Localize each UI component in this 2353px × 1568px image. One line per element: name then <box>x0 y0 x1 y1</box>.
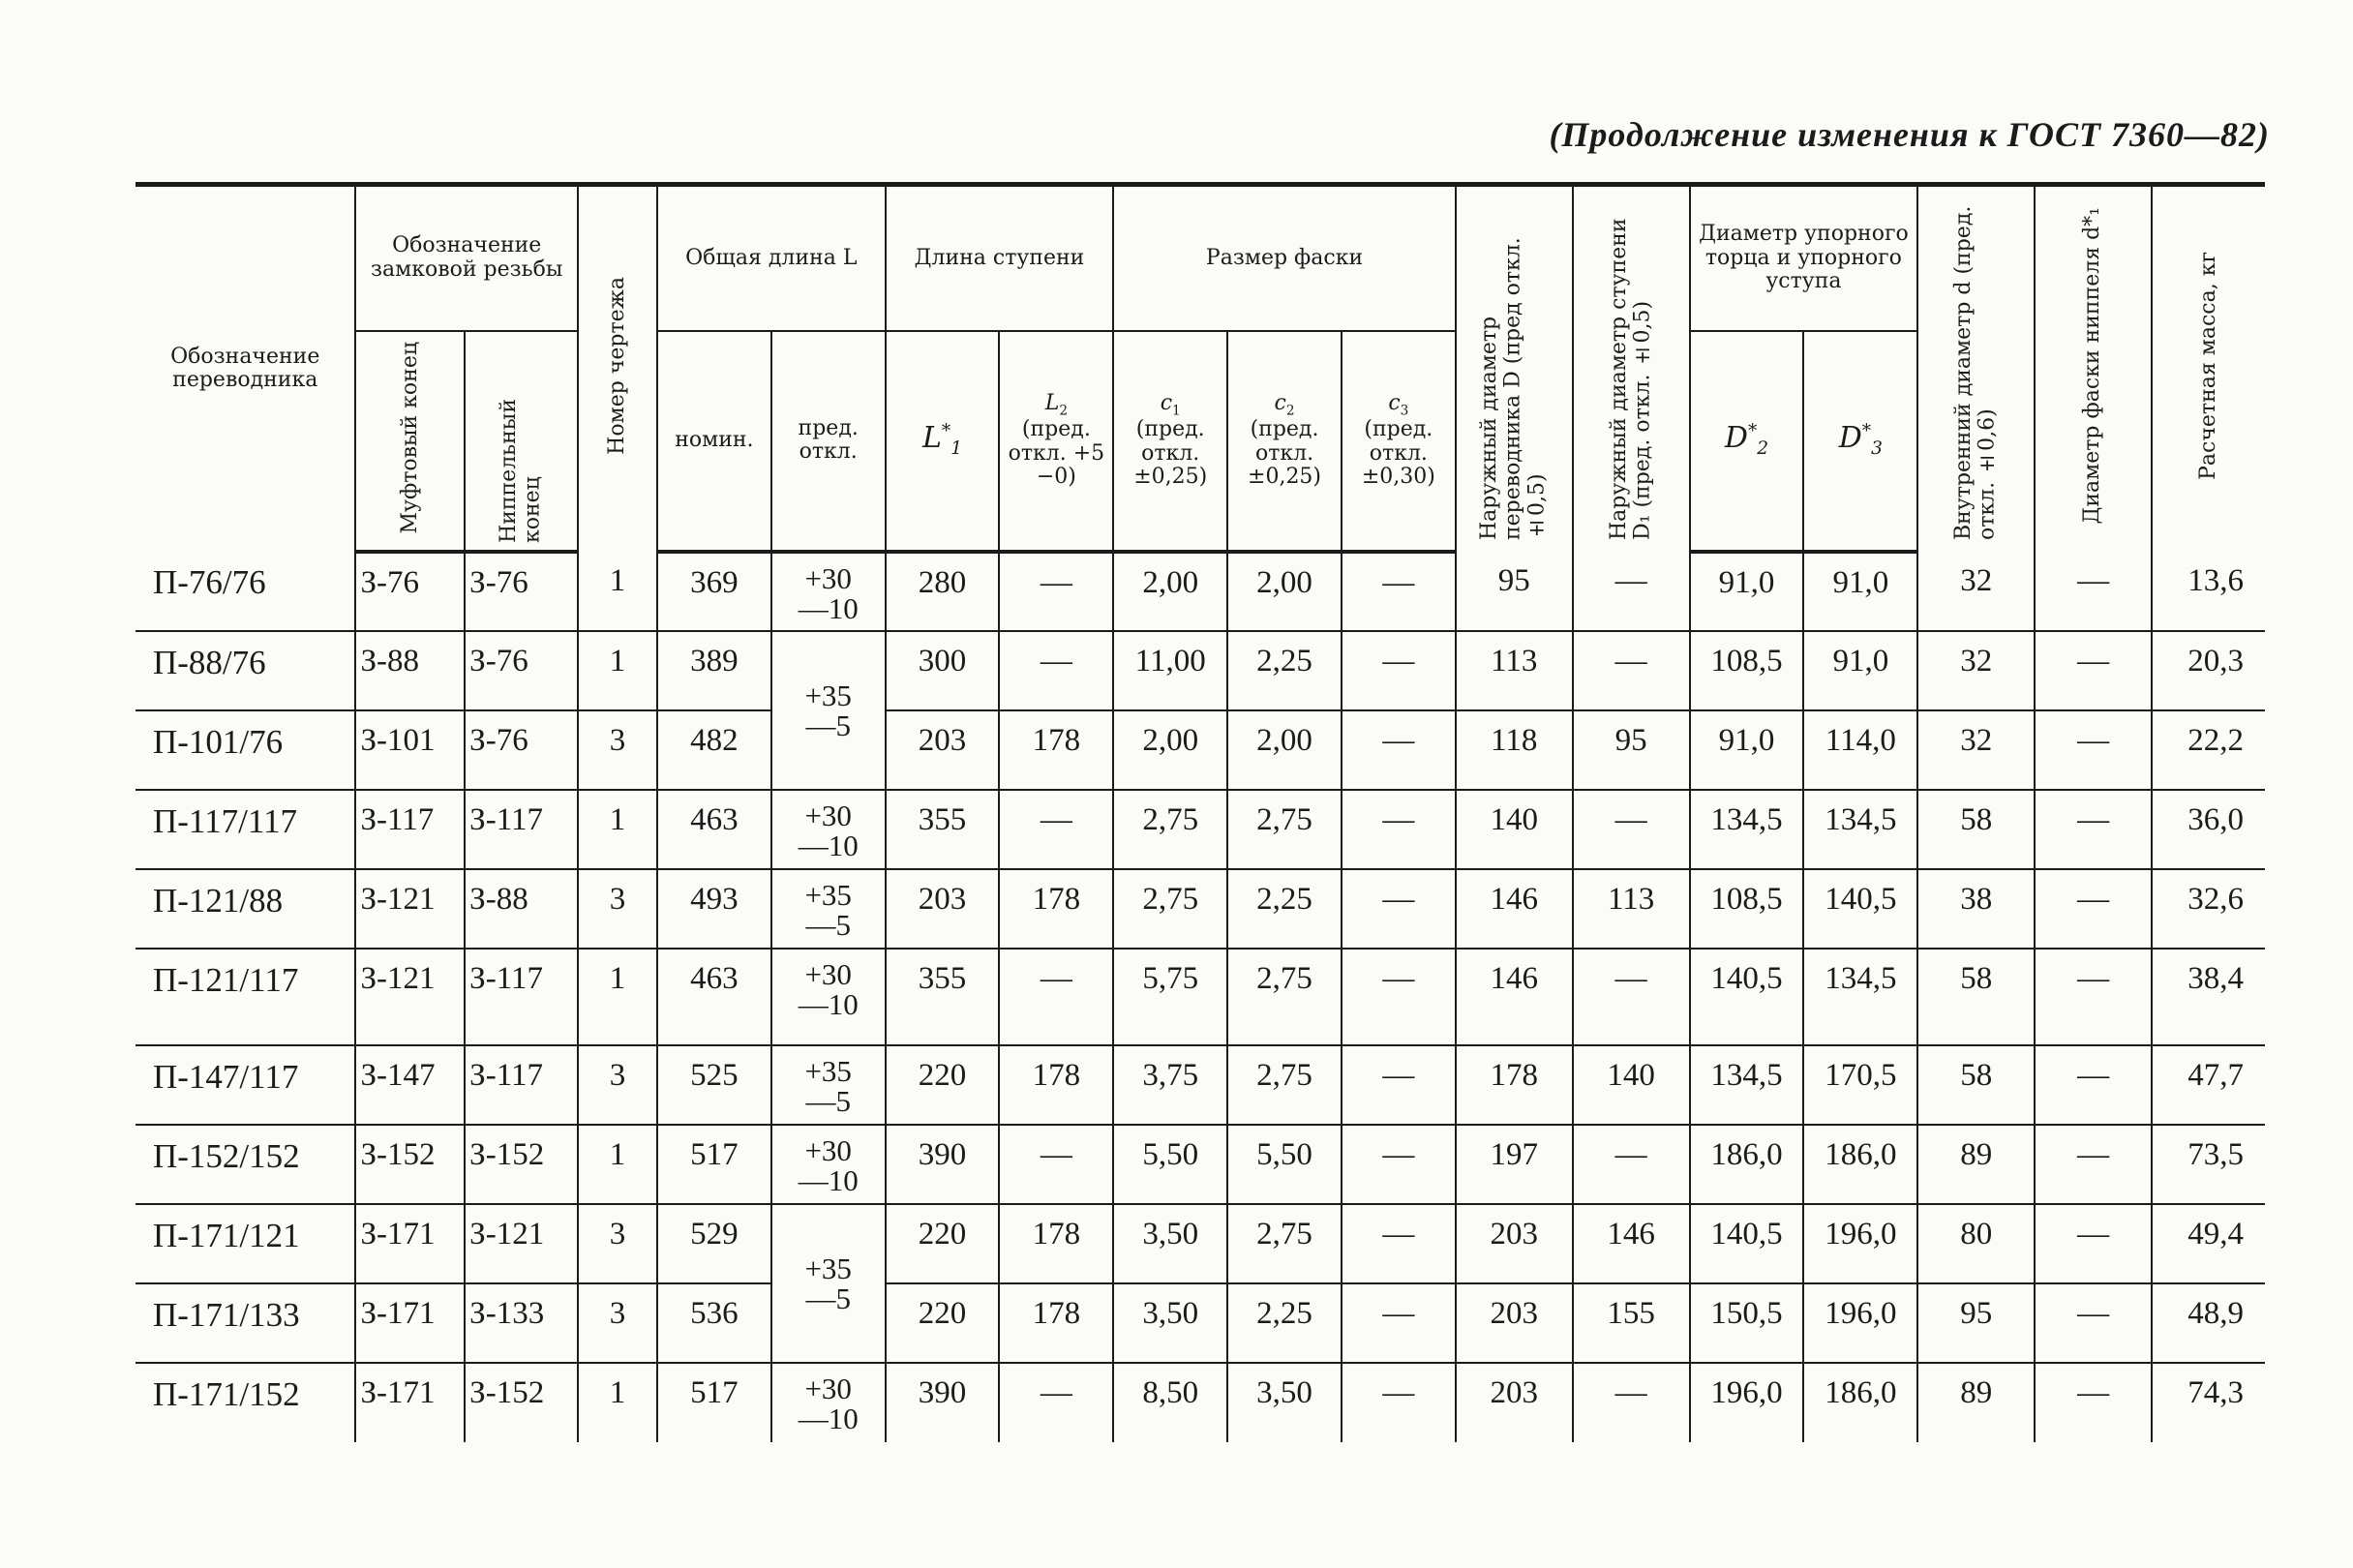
cell-thread-pin: З-117 <box>465 1045 578 1125</box>
cell-c2: 2,75 <box>1227 949 1342 1045</box>
cell-pin-chamfer: — <box>2035 1045 2152 1125</box>
cell-outer-d: 203 <box>1456 1204 1573 1283</box>
table-row <box>136 1283 2265 1363</box>
cell-thread-pin: З-76 <box>465 552 578 631</box>
cell-thread-pin: З-133 <box>465 1283 578 1363</box>
cell-c1: 3,50 <box>1113 1283 1227 1363</box>
cell-drawing-no: 1 <box>578 552 657 631</box>
table-row <box>136 1045 2265 1125</box>
cell-d3: 91,0 <box>1803 552 1917 631</box>
cell-c1: 2,00 <box>1113 552 1227 631</box>
table-row <box>136 869 2265 949</box>
cell-l2: — <box>999 552 1113 631</box>
cell-length-nominal: 493 <box>657 869 771 949</box>
cell-c2: 2,75 <box>1227 790 1342 869</box>
adapter-spec-table <box>136 182 2265 1442</box>
cell-length-nominal: 463 <box>657 949 771 1045</box>
cell-inner-d: 89 <box>1917 1125 2035 1204</box>
cell-inner-d: 32 <box>1917 631 2035 710</box>
cell-designation: П-152/152 <box>136 1125 355 1204</box>
cell-drawing-no: 3 <box>578 1204 657 1283</box>
cell-thread-pin: З-121 <box>465 1204 578 1283</box>
cell-thread-box: З-171 <box>355 1363 465 1442</box>
cell-outer-d1: 113 <box>1573 869 1690 949</box>
cell-outer-d1: — <box>1573 790 1690 869</box>
cell-d3: 186,0 <box>1803 1125 1917 1204</box>
cell-designation: П-147/117 <box>136 1045 355 1125</box>
cell-mass: 20,3 <box>2152 631 2265 710</box>
cell-length-nominal: 525 <box>657 1045 771 1125</box>
cell-outer-d1: — <box>1573 1125 1690 1204</box>
col-drawing-no: Номер чертежа <box>578 185 657 552</box>
cell-l2: — <box>999 1125 1113 1204</box>
cell-inner-d: 38 <box>1917 869 2035 949</box>
cell-d2: 134,5 <box>1690 790 1804 869</box>
cell-designation: П-171/121 <box>136 1204 355 1283</box>
cell-drawing-no: 1 <box>578 790 657 869</box>
cell-d2: 196,0 <box>1690 1363 1804 1442</box>
cell-mass: 49,4 <box>2152 1204 2265 1283</box>
cell-l1: 203 <box>886 869 1000 949</box>
col-d3: $D^*_3$ <box>1803 331 1917 552</box>
cell-d3: 170,5 <box>1803 1045 1917 1125</box>
col-pin-chamfer: Диаметр фаски ниппеля d*₁ <box>2035 185 2152 552</box>
cell-d2: 108,5 <box>1690 631 1804 710</box>
cell-d3: 196,0 <box>1803 1283 1917 1363</box>
cell-d2: 108,5 <box>1690 869 1804 949</box>
cell-thread-box: З-171 <box>355 1283 465 1363</box>
cell-length-tolerance: +30 —10 <box>771 949 886 1045</box>
cell-mass: 48,9 <box>2152 1283 2265 1363</box>
cell-inner-d: 58 <box>1917 949 2035 1045</box>
cell-c3: — <box>1342 1283 1456 1363</box>
cell-drawing-no: 1 <box>578 949 657 1045</box>
cell-drawing-no: 3 <box>578 1045 657 1125</box>
cell-d2: 186,0 <box>1690 1125 1804 1204</box>
cell-outer-d1: — <box>1573 949 1690 1045</box>
table-row <box>136 631 2265 710</box>
cell-d3: 134,5 <box>1803 949 1917 1045</box>
cell-thread-box: З-76 <box>355 552 465 631</box>
cell-length-tolerance: +35 —5 <box>771 1204 886 1363</box>
cell-pin-chamfer: — <box>2035 790 2152 869</box>
cell-pin-chamfer: — <box>2035 1363 2152 1442</box>
cell-length-nominal: 463 <box>657 790 771 869</box>
cell-length-nominal: 517 <box>657 1125 771 1204</box>
col-l2: $L_2$ (пред. откл. +5 −0) <box>999 331 1113 552</box>
cell-c1: 2,75 <box>1113 790 1227 869</box>
cell-outer-d1: — <box>1573 1363 1690 1442</box>
cell-d2: 140,5 <box>1690 949 1804 1045</box>
cell-c3: — <box>1342 1045 1456 1125</box>
col-thread-box: Муфтовый конец <box>355 331 465 552</box>
cell-outer-d: 140 <box>1456 790 1573 869</box>
cell-c2: 5,50 <box>1227 1125 1342 1204</box>
cell-c3: — <box>1342 1363 1456 1442</box>
cell-c2: 2,25 <box>1227 631 1342 710</box>
cell-c2: 2,25 <box>1227 869 1342 949</box>
cell-designation: П-117/117 <box>136 790 355 869</box>
col-c3: $c_3$ (пред. откл. ±0,30) <box>1342 331 1456 552</box>
col-length-nominal: номин. <box>657 331 771 552</box>
cell-d3: 140,5 <box>1803 869 1917 949</box>
col-thread-pin: Ниппельный конец <box>465 331 578 552</box>
cell-l1: 220 <box>886 1204 1000 1283</box>
cell-l2: 178 <box>999 1045 1113 1125</box>
cell-d2: 150,5 <box>1690 1283 1804 1363</box>
cell-pin-chamfer: — <box>2035 1204 2152 1283</box>
cell-drawing-no: 3 <box>578 869 657 949</box>
cell-thread-pin: З-117 <box>465 949 578 1045</box>
table-header <box>136 185 2265 552</box>
cell-designation: П-171/133 <box>136 1283 355 1363</box>
cell-length-tolerance: +30 —10 <box>771 1363 886 1442</box>
cell-c1: 11,00 <box>1113 631 1227 710</box>
cell-l2: — <box>999 949 1113 1045</box>
cell-c1: 3,50 <box>1113 1204 1227 1283</box>
cell-outer-d: 203 <box>1456 1363 1573 1442</box>
col-group-face-diameter: Диаметр упорного торца и упорного уступа <box>1690 185 1918 332</box>
table-row <box>136 790 2265 869</box>
cell-outer-d: 146 <box>1456 869 1573 949</box>
cell-l2: — <box>999 790 1113 869</box>
cell-drawing-no: 1 <box>578 1125 657 1204</box>
cell-c3: — <box>1342 949 1456 1045</box>
cell-pin-chamfer: — <box>2035 631 2152 710</box>
cell-mass: 36,0 <box>2152 790 2265 869</box>
cell-c2: 3,50 <box>1227 1363 1342 1442</box>
cell-outer-d: 203 <box>1456 1283 1573 1363</box>
cell-outer-d: 178 <box>1456 1045 1573 1125</box>
cell-mass: 13,6 <box>2152 552 2265 631</box>
cell-c1: 8,50 <box>1113 1363 1227 1442</box>
cell-inner-d: 58 <box>1917 790 2035 869</box>
cell-outer-d1: 95 <box>1573 710 1690 790</box>
cell-designation: П-101/76 <box>136 710 355 790</box>
cell-inner-d: 32 <box>1917 710 2035 790</box>
table-row <box>136 1125 2265 1204</box>
cell-l1: 300 <box>886 631 1000 710</box>
cell-designation: П-88/76 <box>136 631 355 710</box>
cell-thread-pin: З-152 <box>465 1125 578 1204</box>
cell-c1: 2,00 <box>1113 710 1227 790</box>
cell-l1: 355 <box>886 949 1000 1045</box>
cell-inner-d: 89 <box>1917 1363 2035 1442</box>
cell-pin-chamfer: — <box>2035 710 2152 790</box>
cell-thread-box: З-117 <box>355 790 465 869</box>
cell-length-tolerance: +30 —10 <box>771 1125 886 1204</box>
cell-d3: 134,5 <box>1803 790 1917 869</box>
cell-d3: 114,0 <box>1803 710 1917 790</box>
cell-outer-d: 146 <box>1456 949 1573 1045</box>
cell-length-nominal: 482 <box>657 710 771 790</box>
cell-designation: П-76/76 <box>136 552 355 631</box>
cell-c3: — <box>1342 1204 1456 1283</box>
col-c1: $c_1$ (пред. откл. ±0,25) <box>1113 331 1227 552</box>
cell-length-nominal: 536 <box>657 1283 771 1363</box>
cell-c2: 2,00 <box>1227 710 1342 790</box>
table-row <box>136 552 2265 631</box>
cell-thread-box: З-101 <box>355 710 465 790</box>
cell-l2: 178 <box>999 1204 1113 1283</box>
cell-outer-d1: — <box>1573 631 1690 710</box>
cell-l1: 390 <box>886 1125 1000 1204</box>
cell-c1: 5,50 <box>1113 1125 1227 1204</box>
cell-d2: 140,5 <box>1690 1204 1804 1283</box>
cell-mass: 73,5 <box>2152 1125 2265 1204</box>
cell-length-nominal: 529 <box>657 1204 771 1283</box>
col-outer-d: Наружный диаметр переводника D (пред откл. ±0,5) <box>1456 185 1573 552</box>
cell-length-tolerance: +35 —5 <box>771 869 886 949</box>
cell-outer-d: 118 <box>1456 710 1573 790</box>
table-row <box>136 949 2265 1045</box>
cell-l1: 390 <box>886 1363 1000 1442</box>
cell-c3: — <box>1342 552 1456 631</box>
col-designation: Обозначение переводника <box>170 344 320 393</box>
cell-thread-box: З-121 <box>355 949 465 1045</box>
cell-length-tolerance: +35 —5 <box>771 631 886 790</box>
cell-d2: 134,5 <box>1690 1045 1804 1125</box>
cell-thread-box: З-147 <box>355 1045 465 1125</box>
cell-d3: 196,0 <box>1803 1204 1917 1283</box>
col-group-step: Длина ступени <box>886 185 1114 332</box>
cell-thread-pin: З-88 <box>465 869 578 949</box>
cell-thread-box: З-121 <box>355 869 465 949</box>
cell-outer-d: 197 <box>1456 1125 1573 1204</box>
cell-c2: 2,75 <box>1227 1045 1342 1125</box>
cell-length-nominal: 517 <box>657 1363 771 1442</box>
col-c2: $c_2$ (пред. откл. ±0,25) <box>1227 331 1342 552</box>
cell-thread-pin: З-76 <box>465 631 578 710</box>
cell-l2: — <box>999 631 1113 710</box>
cell-l2: 178 <box>999 869 1113 949</box>
cell-c2: 2,75 <box>1227 1204 1342 1283</box>
cell-c1: 5,75 <box>1113 949 1227 1045</box>
col-length-tolerance: пред. откл. <box>771 331 886 552</box>
cell-d3: 91,0 <box>1803 631 1917 710</box>
cell-l1: 220 <box>886 1045 1000 1125</box>
cell-c1: 2,75 <box>1113 869 1227 949</box>
col-group-chamfer: Размер фаски <box>1113 185 1455 332</box>
cell-outer-d1: 146 <box>1573 1204 1690 1283</box>
cell-thread-box: З-88 <box>355 631 465 710</box>
cell-l1: 203 <box>886 710 1000 790</box>
cell-thread-box: З-171 <box>355 1204 465 1283</box>
cell-length-nominal: 369 <box>657 552 771 631</box>
cell-outer-d1: 155 <box>1573 1283 1690 1363</box>
cell-thread-pin: З-117 <box>465 790 578 869</box>
cell-l1: 280 <box>886 552 1000 631</box>
cell-pin-chamfer: — <box>2035 552 2152 631</box>
cell-c3: — <box>1342 710 1456 790</box>
cell-length-nominal: 389 <box>657 631 771 710</box>
cell-thread-pin: З-76 <box>465 710 578 790</box>
cell-mass: 47,7 <box>2152 1045 2265 1125</box>
col-mass: Расчетная масса, кг <box>2152 185 2265 552</box>
table-row <box>136 710 2265 790</box>
col-group-length: Общая длина L <box>657 185 886 332</box>
table-row <box>136 1204 2265 1283</box>
cell-c3: — <box>1342 631 1456 710</box>
cell-outer-d1: 140 <box>1573 1045 1690 1125</box>
cell-inner-d: 58 <box>1917 1045 2035 1125</box>
cell-l2: 178 <box>999 710 1113 790</box>
cell-c3: — <box>1342 790 1456 869</box>
cell-mass: 38,4 <box>2152 949 2265 1045</box>
cell-d3: 186,0 <box>1803 1363 1917 1442</box>
cell-c2: 2,25 <box>1227 1283 1342 1363</box>
cell-drawing-no: 1 <box>578 631 657 710</box>
cell-outer-d: 113 <box>1456 631 1573 710</box>
col-inner-d: Внутренний диаметр d (пред. откл. ±0,6) <box>1917 185 2035 552</box>
cell-pin-chamfer: — <box>2035 869 2152 949</box>
cell-designation: П-121/88 <box>136 869 355 949</box>
cell-designation: П-171/152 <box>153 1374 300 1413</box>
cell-c1: 3,75 <box>1113 1045 1227 1125</box>
cell-outer-d1: — <box>1573 552 1690 631</box>
cell-inner-d: 95 <box>1917 1283 2035 1363</box>
cell-l2: 178 <box>999 1283 1113 1363</box>
cell-mass: 32,6 <box>2152 869 2265 949</box>
cell-designation: П-121/117 <box>136 949 355 1045</box>
cell-l1: 220 <box>886 1283 1000 1363</box>
cell-pin-chamfer: — <box>2035 1125 2152 1204</box>
cell-c3: — <box>1342 869 1456 949</box>
cell-d2: 91,0 <box>1690 710 1804 790</box>
cell-thread-pin: З-152 <box>465 1363 578 1442</box>
col-l1: $L^*_1$ <box>886 331 1000 552</box>
cell-mass: 22,2 <box>2152 710 2265 790</box>
cell-l1: 355 <box>886 790 1000 869</box>
col-outer-d1: Наружный диаметр ступени D₁ (пред. откл. ±0,5) <box>1573 185 1690 552</box>
cell-inner-d: 32 <box>1917 552 2035 631</box>
cell-thread-box: З-152 <box>355 1125 465 1204</box>
cell-c2: 2,00 <box>1227 552 1342 631</box>
cell-length-tolerance: +30 —10 <box>771 790 886 869</box>
cell-c3: — <box>1342 1125 1456 1204</box>
continuation-header: (Продолжение изменения к ГОСТ 7360—82) <box>1549 115 2270 154</box>
col-d2: $D^*_2$ <box>1690 331 1804 552</box>
cell-outer-d: 95 <box>1456 552 1573 631</box>
cell-drawing-no: 1 <box>578 1363 657 1442</box>
cell-length-tolerance: +30 —10 <box>771 552 886 631</box>
cell-l2: — <box>999 1363 1113 1442</box>
table-row <box>136 1363 2265 1442</box>
cell-d2: 91,0 <box>1690 552 1804 631</box>
cell-drawing-no: 3 <box>578 710 657 790</box>
cell-drawing-no: 3 <box>578 1283 657 1363</box>
cell-length-tolerance: +35 —5 <box>771 1045 886 1125</box>
cell-pin-chamfer: — <box>2035 949 2152 1045</box>
cell-pin-chamfer: — <box>2035 1283 2152 1363</box>
cell-inner-d: 80 <box>1917 1204 2035 1283</box>
table-body <box>136 552 2265 1442</box>
col-group-thread: Обозначение замковой резьбы <box>355 185 578 332</box>
cell-mass: 74,3 <box>2152 1363 2265 1442</box>
